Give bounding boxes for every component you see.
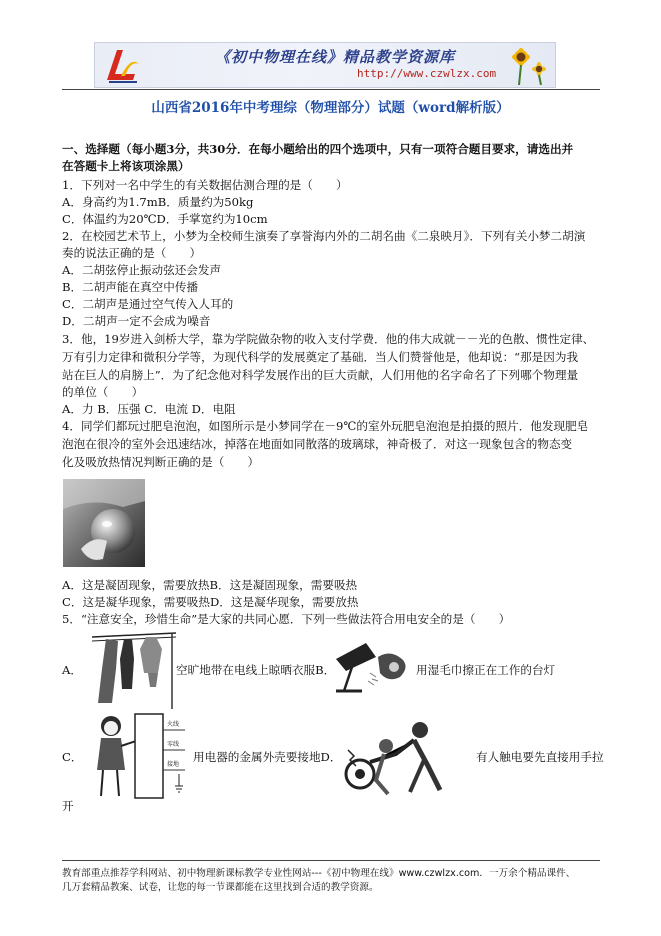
site-logo-icon [101, 46, 141, 84]
q2-option-c: C．二胡声是通过空气传入人耳的 [62, 297, 234, 311]
q2-stem-line-2: 奏的说法正确的是（ ） [62, 246, 202, 260]
q1-stem: 1．下列对一名中学生的有关数据估测合理的是（ ） [62, 178, 348, 192]
q5-option-d-text-continued: 开 [62, 799, 74, 813]
sunflower-icon [491, 45, 549, 85]
q5-option-b-text: 用湿毛巾擦正在工作的台灯 [416, 663, 556, 677]
section-header-line-2: 在答题卡上将该项涂黑） [62, 159, 190, 173]
lamp-towel-figure [322, 637, 416, 693]
clothes-on-wire-figure [92, 629, 176, 709]
q5-option-c-text: 用电器的金属外壳要接地D． [193, 750, 342, 764]
soap-bubble-photo [63, 479, 145, 567]
banner-title: 《初中物理在线》精品教学资源库 [215, 48, 456, 66]
footer-rule [62, 860, 600, 861]
document-title: 山西省2016年中考理综（物理部分）试题（word解析版） [151, 100, 510, 116]
q5-option-a-letter: A． [62, 663, 82, 677]
q3-stem-line-1: 3．他，19岁进入剑桥大学，靠为学院做杂物的收入支付学费．他的伟大成就－－光的色散、惯性定律、 [62, 332, 595, 346]
header-banner [94, 42, 556, 88]
figure-label-neutral-wire: 零线 [167, 741, 180, 748]
q2-option-b: B．二胡声能在真空中传播 [62, 280, 199, 294]
q5-option-c-letter: C． [62, 750, 83, 764]
q5-stem: 5．“注意安全，珍惜生命”是大家的共同心愿．下列一些做法符合用电安全的是（ ） [62, 612, 511, 626]
figure-label-live-wire: 火线 [167, 721, 180, 728]
banner-url: http://www.czwlzx.com [357, 67, 497, 80]
header-rule [62, 89, 600, 90]
footer-line-2: 几万套精品教案、试卷，让您的每一节课都能在这里找到合适的教学资源。 [62, 882, 379, 893]
q5-option-a-text: 空旷地带在电线上晾晒衣服B． [176, 663, 336, 677]
q1-options-cd: C．体温约为20℃D．手掌宽约为10cm [62, 212, 268, 226]
q4-options-ab: A．这是凝固现象，需要放热B．这是凝固现象，需要吸热 [62, 578, 358, 592]
q2-option-a: A．二胡弦停止振动弦还会发声 [62, 263, 222, 277]
q2-stem-line-1: 2．在校园艺术节上，小梦为全校师生演奏了享誉海内外的二胡名曲《二泉映月》．下列有关小梦二胡演 [62, 229, 586, 243]
q5-option-d-text: 有人触电要先直接用手拉 [476, 750, 604, 764]
q3-stem-line-2: 万有引力定律和微积分学等，为现代科学的发展奠定了基础．当人们赞誉他是，他却说：“那是因为我 [62, 350, 579, 364]
q3-options: A．力 B．压强 C．电流 D．电阻 [62, 402, 236, 416]
q4-stem-line-3: 化及吸放热情况判断正确的是（ ） [62, 455, 260, 469]
footer-line-1: 教育部重点推荐学科网站、初中物理新课标教学专业性网站---《初中物理在线》www.czwlzx.com．一万余个精品课件、 [62, 868, 576, 879]
q4-stem-line-2: 泡泡在很冷的室外会迅速结冰，掉落在地面如同散落的玻璃球，神奇极了．对这一现象包含的物态变 [62, 437, 573, 451]
q3-stem-line-3: 站在巨人的肩膀上”．为了纪念他对科学发展作出的巨大贡献，人们用他的名字命名了下列哪个物理量 [62, 368, 579, 382]
q4-options-cd: C．这是凝华现象，需要吸热D．这是凝华现象，需要放热 [62, 595, 359, 609]
figure-label-ground: 接地 [167, 761, 180, 768]
q4-stem-line-1: 4．同学们都玩过肥皂泡泡，如图所示是小梦同学在－9℃的室外玩肥皂泡泡是拍摄的照片．他发现肥皂 [62, 419, 589, 433]
q2-option-d: D．二胡声一定不会成为噪音 [62, 314, 211, 328]
grounded-appliance-figure [89, 710, 191, 802]
q1-options-ab: A．身高约为1.7mB．质量约为50kg [62, 195, 254, 209]
section-header-line-1: 一、选择题（每小题3分，共30分．在每小题给出的四个选项中，只有一项符合题目要求，请选出并 [62, 142, 574, 156]
electric-shock-rescue-figure [340, 710, 446, 802]
q3-stem-line-4: 的单位（ ） [62, 385, 144, 399]
